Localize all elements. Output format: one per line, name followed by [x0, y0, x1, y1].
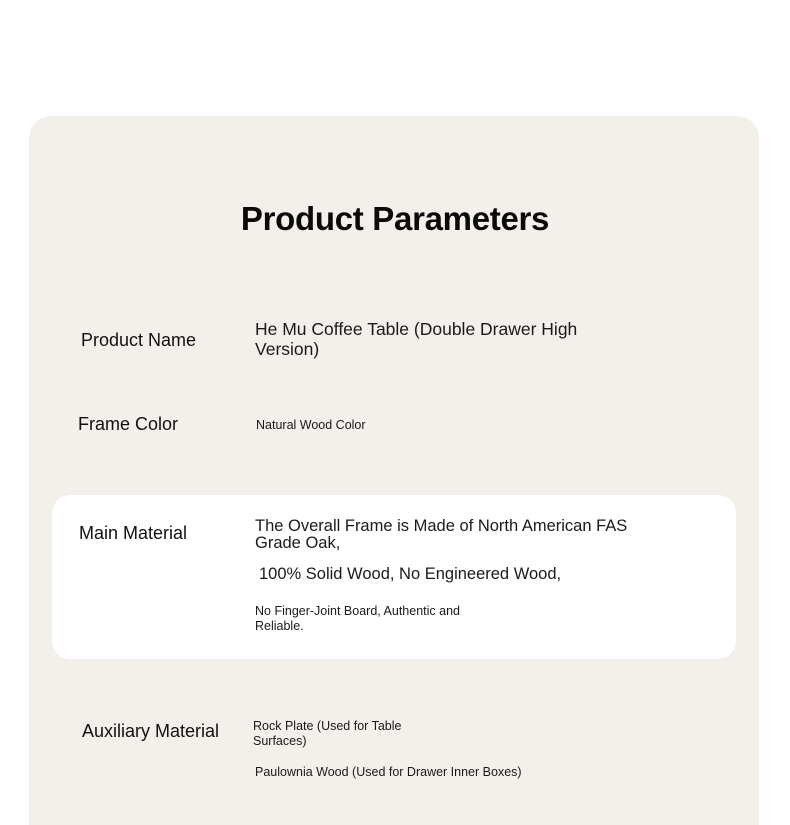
main-material-value-line1: The Overall Frame is Made of North American FAS	[255, 517, 628, 535]
main-material-value-line3: 100% Solid Wood, No Engineered Wood,	[259, 565, 562, 583]
main-material-value-line2: Grade Oak,	[255, 534, 341, 552]
frame-color-value: Natural Wood Color	[256, 418, 366, 432]
auxiliary-material-value1-line2: Surfaces)	[253, 734, 307, 748]
page-title: Product Parameters	[240, 200, 550, 237]
main-material-label: Main Material	[79, 523, 188, 543]
main-material-value-line4: No Finger-Joint Board, Authentic and	[255, 604, 460, 618]
product-name-value-line2: Version)	[255, 339, 320, 359]
main-material-value-line5: Reliable.	[255, 619, 304, 633]
product-name-label: Product Name	[81, 330, 197, 350]
auxiliary-material-value2: Paulownia Wood (Used for Drawer Inner Boxes)	[255, 765, 522, 779]
auxiliary-material-value1-line1: Rock Plate (Used for Table	[253, 719, 402, 733]
auxiliary-material-label: Auxiliary Material	[82, 721, 220, 741]
product-name-value-line1: He Mu Coffee Table (Double Drawer High	[255, 319, 578, 339]
frame-color-label: Frame Color	[78, 414, 179, 434]
